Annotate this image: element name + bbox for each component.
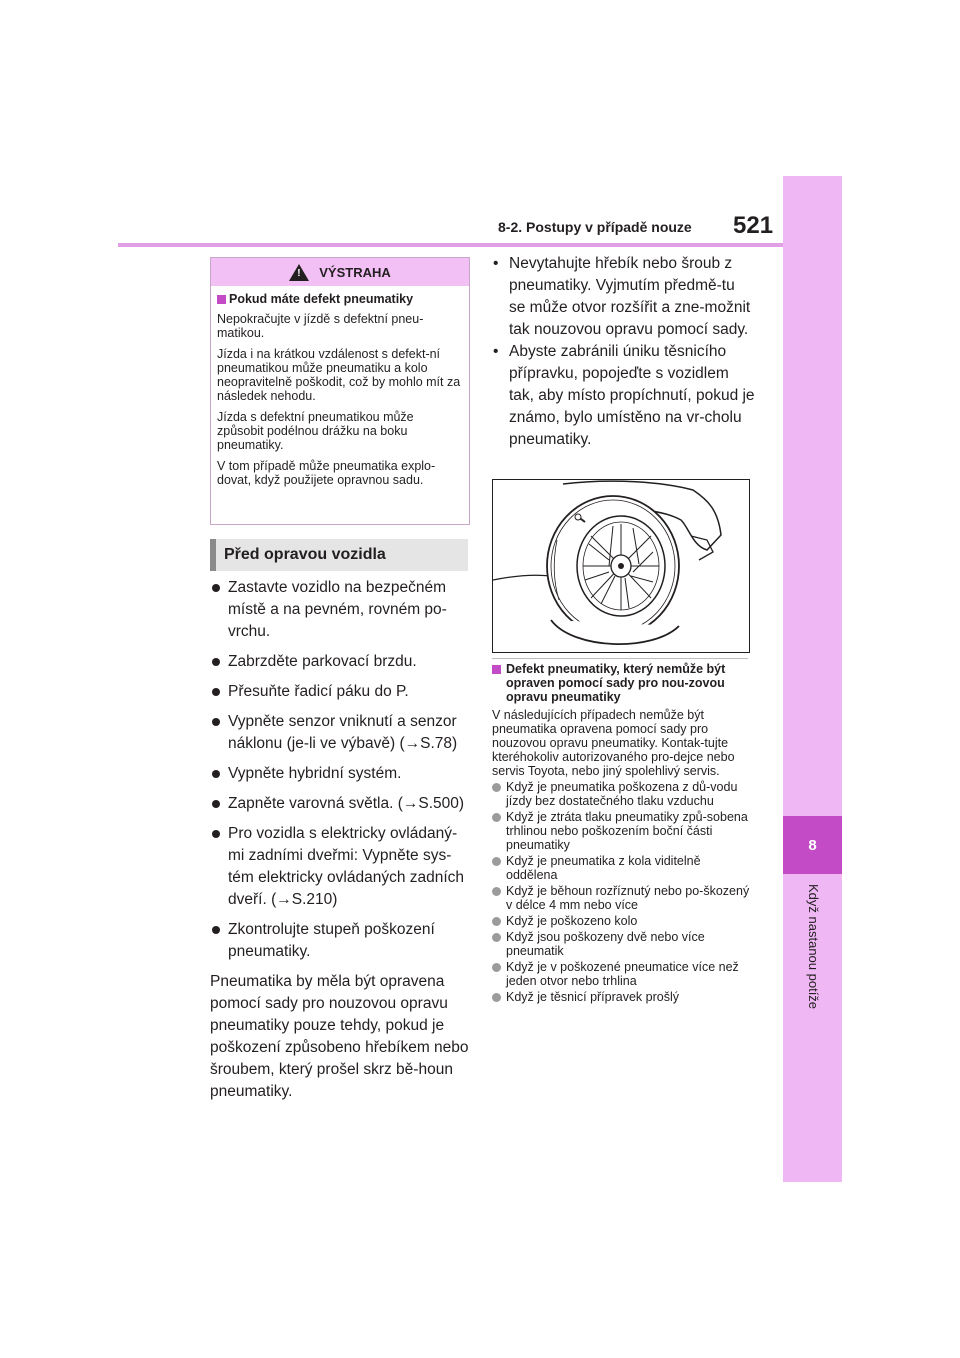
chapter-number: 8 bbox=[808, 836, 817, 854]
warning-paragraph: Jízda s defektní pneumatikou může způsobit podélnou drážku na boku pneumatiky. bbox=[217, 410, 414, 452]
condition-item: Když jsou poškozeny dvě nebo více pneumatik bbox=[492, 930, 754, 958]
warning-paragraph: Nepokračujte v jízdě s defektní pneu-matikou. bbox=[217, 312, 424, 340]
info-intro: V následujících případech nemůže být pneumatika opravena pomocí sady pro nouzovou opravu pneumatiky. Kontak-tujte kteréhokoliv autorizovaného pro-dejce nebo servis Toyota, nebo jiný spolehlivý servis. bbox=[492, 708, 735, 778]
condition-item: Když je pneumatika z kola viditelně oddělena bbox=[492, 854, 754, 882]
chapter-number-box bbox=[783, 816, 842, 874]
warning-title: VÝSTRAHA bbox=[319, 264, 391, 280]
condition-item: Když je v poškozené pneumatice více než jeden otvor nebo trhlina bbox=[492, 960, 754, 988]
condition-item: Když je těsnicí přípravek prošlý bbox=[492, 990, 754, 1004]
square-bullet-icon bbox=[492, 665, 501, 674]
header-section-title: 8-2. Postupy v případě nouze bbox=[498, 219, 692, 235]
step-item: Vypněte senzor vniknutí a senzor náklonu (je-li ve výbavě) (→S.78) bbox=[210, 711, 472, 755]
step-item: Zastavte vozidlo na bezpečném místě a na pevném, rovném po-vrchu. bbox=[210, 577, 472, 643]
tire-illustration bbox=[492, 479, 750, 653]
condition-item: Když je běhoun rozříznutý nebo po-škozený v délce 4 mm nebo více bbox=[492, 884, 754, 912]
info-title: Defekt pneumatiky, který nemůže být opraven pomocí sady pro nou-zovou opravu pneumatiky bbox=[492, 662, 754, 704]
figure-divider bbox=[492, 658, 748, 659]
step-item: Zkontrolujte stupeň poškození pneumatiky. bbox=[210, 919, 472, 963]
note-item: • Nevytahujte hřebík nebo šroub z pneumatiky. Vyjmutím předmě-tu se může otvor rozšířit a zne-možnit tak nouzovou opravu pomocí sady. bbox=[493, 253, 755, 341]
step-item: Pro vozidla s elektricky ovládaný-mi zadními dveřmi: Vypněte sys-tém elektricky ovládaných zadních dveří. (→S.210) bbox=[210, 823, 472, 911]
warning-paragraph: V tom případě může pneumatika explo-dovat, když použijete opravnou sadu. bbox=[217, 459, 436, 487]
repair-condition-paragraph: Pneumatika by měla být opravena pomocí sady pro nouzovou opravu pneumatiky pouze tehdy, pokud je poškození způsobeno hřebíkem nebo šroubem, který prošel skrz bě-houn pneumatiky. bbox=[210, 973, 469, 1100]
page-number: 521 bbox=[733, 212, 774, 239]
condition-item: Když je ztráta tlaku pneumatiky způ-sobena trhlinou nebo poškozením boční části pneumatiky bbox=[492, 810, 754, 852]
warning-subheading: Pokud máte defekt pneumatiky bbox=[217, 292, 463, 306]
warning-box bbox=[210, 257, 470, 525]
square-bullet-icon bbox=[217, 295, 226, 304]
chapter-title-vertical bbox=[785, 884, 841, 1054]
step-item: Vypněte hybridní systém. bbox=[210, 763, 472, 785]
step-item: Zabrzděte parkovací brzdu. bbox=[210, 651, 472, 673]
info-block bbox=[492, 662, 754, 1006]
header-divider bbox=[118, 243, 783, 247]
warning-triangle-icon bbox=[289, 264, 309, 281]
condition-item: Když je poškozeno kolo bbox=[492, 914, 754, 928]
tire-puncture-icon bbox=[493, 480, 749, 652]
step-item: Zapněte varovná světla. (→S.500) bbox=[210, 793, 472, 815]
note-item: • Abyste zabránili úniku těsnicího přípravku, popojeďte s vozidlem tak, aby místo propíchnutí, pokud je známo, bylo umístěno na vr-cholu pneumatiky. bbox=[493, 341, 755, 451]
warning-body bbox=[211, 286, 469, 487]
chapter-title: Když nastanou potíže bbox=[806, 884, 821, 1010]
left-column bbox=[210, 577, 472, 1103]
right-column-notes bbox=[493, 253, 755, 451]
section-heading: Před opravou vozidla bbox=[210, 539, 468, 571]
warning-header bbox=[211, 258, 469, 286]
step-item: Přesuňte řadicí páku do P. bbox=[210, 681, 472, 703]
warning-paragraph: Jízda i na krátkou vzdálenost s defekt-ní pneumatikou může pneumatiku a kolo neopravitelně poškodit, což by mohlo mít za následek nehodu. bbox=[217, 347, 461, 403]
condition-item: Když je pneumatika poškozena z dů-vodu jízdy bez dostatečného tlaku vzduchu bbox=[492, 780, 754, 808]
